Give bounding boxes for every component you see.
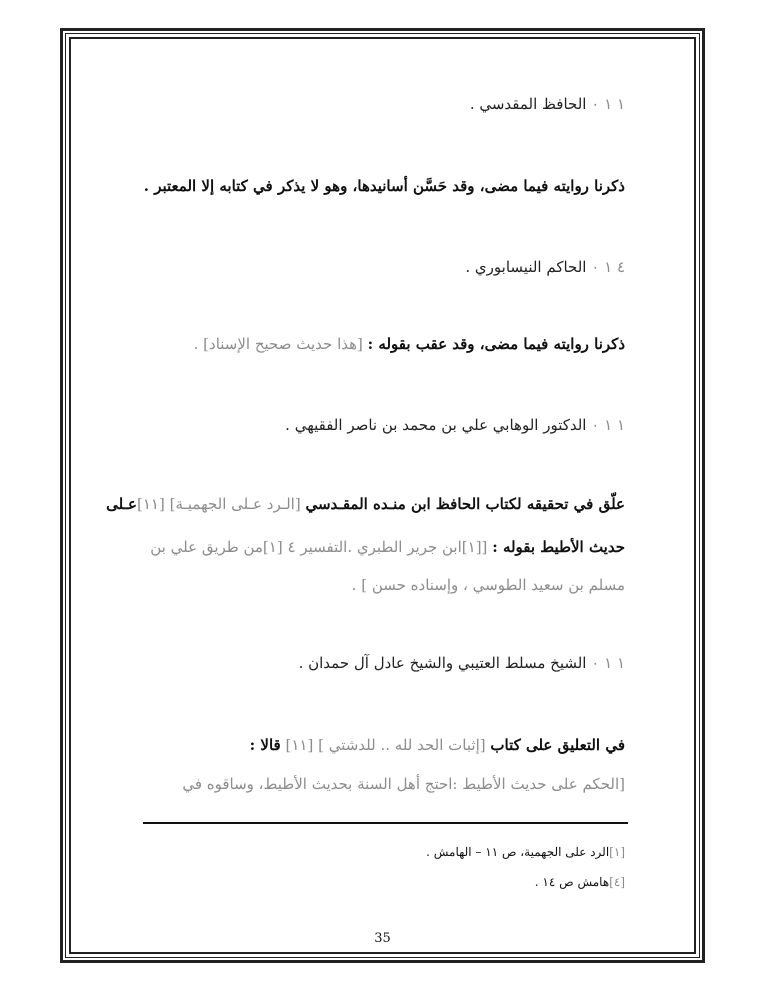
- section-heading: [465, 257, 625, 277]
- quote-text: [[١]ابن جرير الطبري .التفسير ٤ [١]من طريق علي بن: [150, 538, 488, 556]
- footnote: [535, 872, 625, 892]
- paragraph-bold-text: في التعليق على كتاب: [490, 736, 625, 754]
- section-heading: [299, 653, 625, 673]
- paragraph-line: [250, 735, 625, 755]
- paragraph-bold-text: قالا :: [249, 736, 281, 754]
- paragraph-bold-text: علّق في تحقيقه لكتاب الحافظ ابن منـده المقـدسي: [305, 495, 625, 513]
- paragraph-bold-text: ذكرنا روايته فيما مضى، وقد عقب بقوله :: [367, 335, 625, 353]
- heading-number: ١ ١ ٠: [591, 95, 625, 113]
- heading-text: الدكتور الوهابي علي بن محمد بن ناصر الفقيهي .: [285, 416, 587, 434]
- paragraph-line: [144, 176, 625, 196]
- paragraph-bold-text: عـلى: [106, 495, 137, 513]
- heading-text: الشيخ مسلط العتيبي والشيخ عادل آل حمدان .: [298, 654, 587, 672]
- heading-number: ١ ١ ٠: [591, 416, 625, 434]
- page-number: 35: [374, 931, 391, 946]
- footnote-marker: [١]: [609, 845, 625, 859]
- paragraph-bold-text: حديث الأطيط بقوله :: [492, 538, 625, 556]
- quote-text: [الحكم على حديث الأطيط :احتج أهل السنة بحديث الأطيط، وساقوه في: [182, 775, 625, 793]
- footnote-text: الرد على الجهمية، ص ١١ – الهامش .: [426, 845, 610, 859]
- paragraph-bold-text: ذكرنا روايته فيما مضى، وقد حَسَّن أسانيدها، وهو لا يذكر في كتابه إلا المعتبر .: [143, 177, 625, 195]
- paragraph-line: [194, 334, 625, 354]
- heading-number: ١ ١ ٠: [591, 654, 625, 672]
- paragraph-line: [106, 494, 625, 514]
- quote-text: [هذا حديث صحيح الإسناد] .: [193, 335, 363, 353]
- heading-number: ٤ ١ ٠: [591, 258, 625, 276]
- heading-text: الحاكم النيسابوري .: [465, 258, 587, 276]
- paragraph-line: [352, 575, 625, 595]
- paragraph-line: [182, 774, 625, 794]
- heading-text: الحافظ المقدسي .: [469, 95, 587, 113]
- footnote-text: هامش ص ١٤ .: [534, 875, 610, 889]
- footnote-separator: [143, 822, 628, 824]
- quote-text: [الـرد عـلى الجهميـة] [١١]: [136, 495, 301, 513]
- footnote: [426, 842, 625, 862]
- paragraph-line: [150, 537, 625, 557]
- section-heading: [470, 94, 625, 114]
- quote-text: [إثبات الحد لله .. للدشتي ] [١١]: [285, 736, 486, 754]
- section-heading: [285, 415, 625, 435]
- quote-text: مسلم بن سعيد الطوسي ، وإسناده حسن ] .: [351, 576, 625, 594]
- footnote-marker: [٤]: [609, 875, 625, 889]
